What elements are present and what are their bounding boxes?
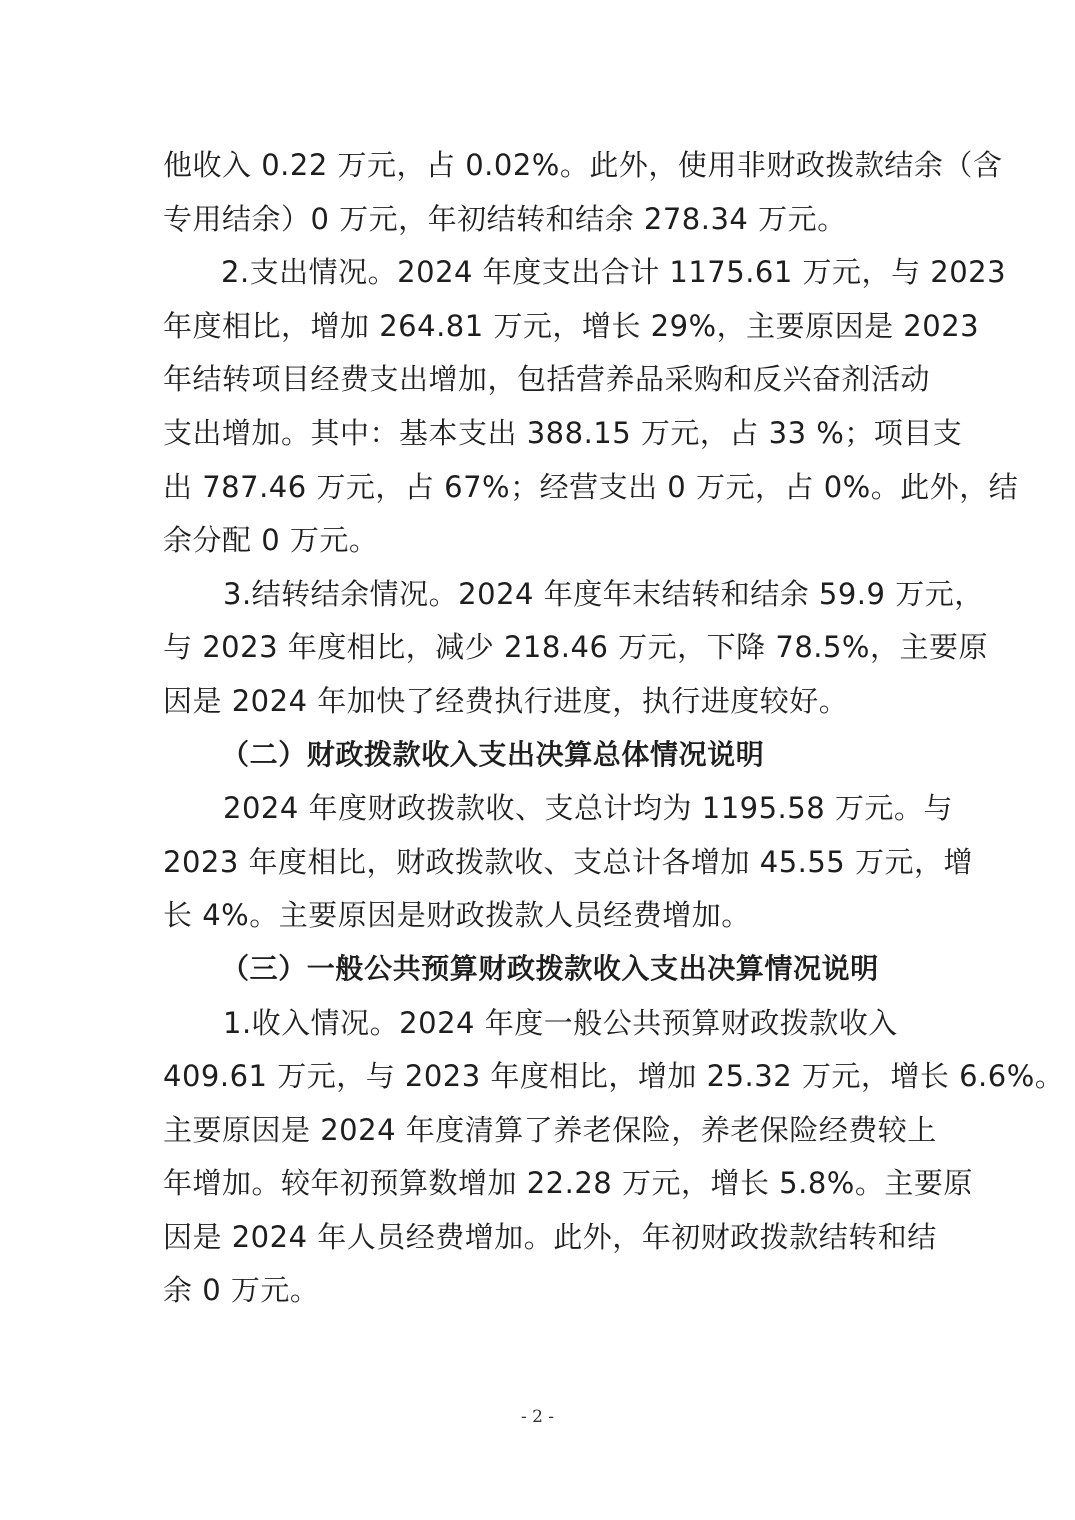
document-body bbox=[163, 144, 1065, 1323]
paragraph-expenditure-situation bbox=[163, 251, 1019, 573]
text-line: 1.收入情况。2024 年度一般公共预算财政拨款收入 bbox=[223, 1005, 898, 1040]
text-line: 2.支出情况。2024 年度支出合计 1175.61 万元，与 2023 bbox=[221, 255, 1007, 290]
text-line: 出 787.46 万元，占 67%；经营支出 0 万元，占 0%。此外，结 bbox=[163, 469, 1019, 504]
text-line: 409.61 万元，与 2023 年度相比，增加 25.32 万元，增长 6.6%。 bbox=[163, 1059, 1065, 1094]
text-line: 年度相比，增加 264.81 万元，增长 29%，主要原因是 2023 bbox=[163, 308, 980, 343]
paragraph-fiscal-total bbox=[163, 787, 973, 948]
text-line: 因是 2024 年加快了经费执行进度，执行进度较好。 bbox=[163, 683, 849, 718]
text-line: 余 0 万元。 bbox=[163, 1273, 320, 1308]
text-line: 年增加。较年初预算数增加 22.28 万元，增长 5.8%。主要原 bbox=[163, 1166, 973, 1201]
text-line: 2024 年度财政拨款收、支总计均为 1195.58 万元。与 bbox=[223, 791, 953, 826]
text-line: 2023 年度相比，财政拨款收、支总计各增加 45.55 万元，增 bbox=[163, 844, 973, 879]
text-line: 支出增加。其中：基本支出 388.15 万元，占 33 %；项目支 bbox=[163, 415, 963, 450]
paragraph-income-continuation bbox=[163, 144, 1003, 251]
paragraph-carryover-situation bbox=[163, 573, 988, 734]
text-line: 长 4%。主要原因是财政拨款人员经费增加。 bbox=[163, 898, 751, 933]
paragraph-general-budget-income bbox=[163, 1002, 1065, 1324]
section-heading-general-budget: （三）一般公共预算财政拨款收入支出决算情况说明 bbox=[221, 951, 879, 985]
text-line: 主要原因是 2024 年度清算了养老保险，养老保险经费较上 bbox=[163, 1112, 937, 1147]
page-number: - 2 - bbox=[520, 1407, 555, 1427]
text-line: 年结转项目经费支出增加，包括营养品采购和反兴奋剂活动 bbox=[163, 362, 931, 397]
text-line: 因是 2024 年人员经费增加。此外，年初财政拨款结转和结 bbox=[163, 1219, 937, 1254]
section-heading-fiscal-overview: （二）财政拨款收入支出决算总体情况说明 bbox=[221, 737, 765, 771]
text-line: 与 2023 年度相比，减少 218.46 万元，下降 78.5%，主要原 bbox=[163, 630, 988, 665]
text-line: 专用结余）0 万元，年初结转和结余 278.34 万元。 bbox=[163, 201, 847, 236]
text-line: 余分配 0 万元。 bbox=[163, 523, 379, 558]
text-line: 他收入 0.22 万元，占 0.02%。此外，使用非财政拨款结余（含 bbox=[163, 148, 1003, 182]
text-line: 3.结转结余情况。2024 年度年末结转和结余 59.9 万元， bbox=[223, 576, 984, 611]
